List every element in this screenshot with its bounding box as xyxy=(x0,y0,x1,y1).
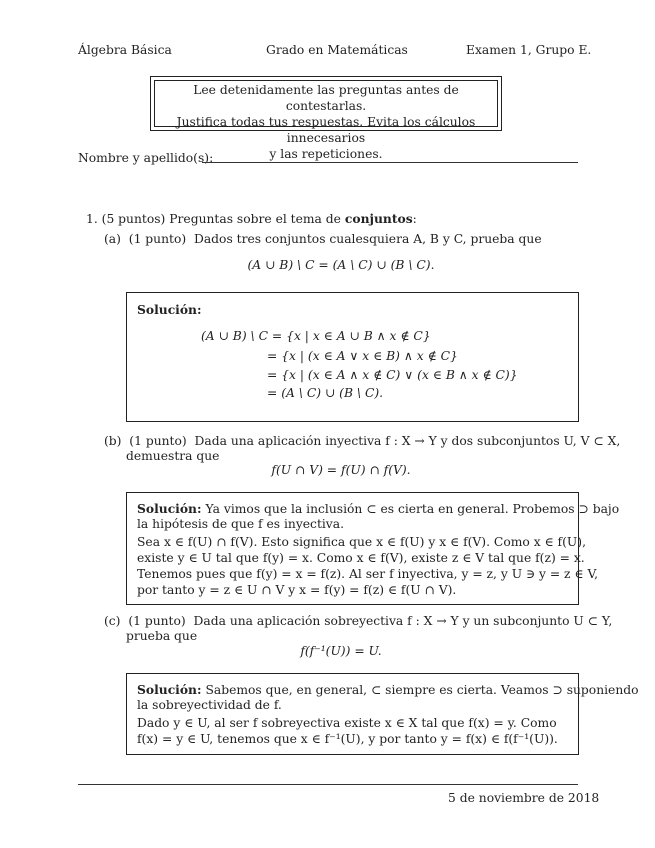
part-b-formula: f(U ∩ V) = f(U) ∩ f(V). xyxy=(271,463,411,477)
part-a-formula: (A ∪ B) \ C = (A \ C) ∪ (B \ C). xyxy=(247,258,435,272)
solution-line: existe y ∈ U tal que f(y) = x. Como x ∈ f(V), existe z ∈ V tal que f(z) = x. xyxy=(137,551,585,565)
solution-line: Sea x ∈ f(U) ∩ f(V). Esto significa que x ∈ f(U) y x ∈ f(V). Como x ∈ f(U), xyxy=(137,535,586,549)
question-intro: Preguntas sobre el tema de xyxy=(169,212,341,226)
question-points: (5 puntos) xyxy=(101,212,166,226)
solution-line: Ya vimos que la inclusión ⊂ es cierta en general. Probemos ⊃ bajo xyxy=(205,502,620,516)
solution-line: Dado y ∈ U, al ser f sobreyectiva existe x ∈ X tal que f(x) = y. Como xyxy=(137,716,557,730)
part-b-statement xyxy=(104,434,620,448)
part-c-statement-cont: prueba que xyxy=(126,629,198,643)
name-label: Nombre y apellido(s): xyxy=(78,151,214,165)
question-topic: conjuntos xyxy=(344,211,413,226)
solution-line: = {x | (x ∈ A ∧ x ∉ C) ∨ (x ∈ B ∧ x ∉ C)} xyxy=(267,368,518,382)
question-number: 1. xyxy=(86,212,98,226)
footer-rule xyxy=(78,784,578,785)
solution-title: Solución: xyxy=(137,682,202,697)
part-a-solution-box xyxy=(126,292,579,422)
solution-title: Solución: xyxy=(137,302,202,317)
part-label: (c) xyxy=(104,614,121,628)
part-points: (1 punto) xyxy=(129,434,187,448)
footer-date: 5 de noviembre de 2018 xyxy=(448,791,600,805)
part-c-formula: f(f⁻¹(U)) = U. xyxy=(300,644,382,658)
part-text: Dados tres conjuntos cualesquiera A, B y C, prueba que xyxy=(193,232,542,246)
part-c-statement xyxy=(104,614,612,628)
part-label: (b) xyxy=(104,434,122,448)
solution-line: la sobreyectividad de f. xyxy=(137,698,282,712)
instructions-line: Justifica todas tus respuestas. Evita los cálculos innecesarios xyxy=(176,115,476,145)
part-points: (1 punto) xyxy=(128,614,186,628)
instructions-line: Lee detenidamente las preguntas antes de contestarlas. xyxy=(193,83,459,113)
part-points: (1 punto) xyxy=(128,232,187,246)
header-degree: Grado en Matemáticas xyxy=(266,43,408,57)
part-label: (a) xyxy=(104,232,121,246)
solution-title: Solución: xyxy=(137,501,202,516)
part-b-solution-box xyxy=(126,492,620,605)
solution-line: Sabemos que, en general, ⊂ siempre es cierta. Veamos ⊃ suponiendo xyxy=(205,683,639,697)
part-a-statement xyxy=(104,232,542,246)
question-1-heading xyxy=(86,211,417,226)
solution-line: = (A \ C) ∪ (B \ C). xyxy=(267,386,384,400)
solution-line: (A ∪ B) \ C = {x | x ∈ A ∪ B ∧ x ∉ C} xyxy=(201,329,431,343)
instructions-box xyxy=(150,76,502,161)
part-text: Dada una aplicación sobreyectiva f : X → Y y un subconjunto U ⊂ Y, xyxy=(193,614,613,628)
solution-line: Tenemos pues que f(y) = x = f(z). Al ser f inyectiva, y = z, y U ∋ y = z ∈ V, xyxy=(137,567,599,581)
solution-line: la hipótesis de que f es inyectiva. xyxy=(137,517,344,531)
solution-line: f(x) = y ∈ U, tenemos que x ∈ f⁻¹(U), y por tanto y = f(x) ∈ f(f⁻¹(U)). xyxy=(137,732,558,746)
part-b-statement-cont: demuestra que xyxy=(126,449,220,463)
part-text: Dada una aplicación inyectiva f : X → Y y dos subconjuntos U, V ⊂ X, xyxy=(194,434,621,448)
solution-line: por tanto y = z ∈ U ∩ V y x = f(y) = f(z) ∈ f(U ∩ V). xyxy=(137,583,457,597)
header-course: Álgebra Básica xyxy=(78,43,172,57)
solution-line: = {x | (x ∈ A ∨ x ∈ B) ∧ x ∉ C} xyxy=(267,349,458,363)
part-c-solution-box xyxy=(126,673,639,755)
instructions-line: y las repeticiones. xyxy=(269,147,383,161)
header-exam: Examen 1, Grupo E. xyxy=(466,43,592,57)
name-field-line[interactable] xyxy=(202,162,578,163)
topic-suffix: : xyxy=(412,212,417,226)
